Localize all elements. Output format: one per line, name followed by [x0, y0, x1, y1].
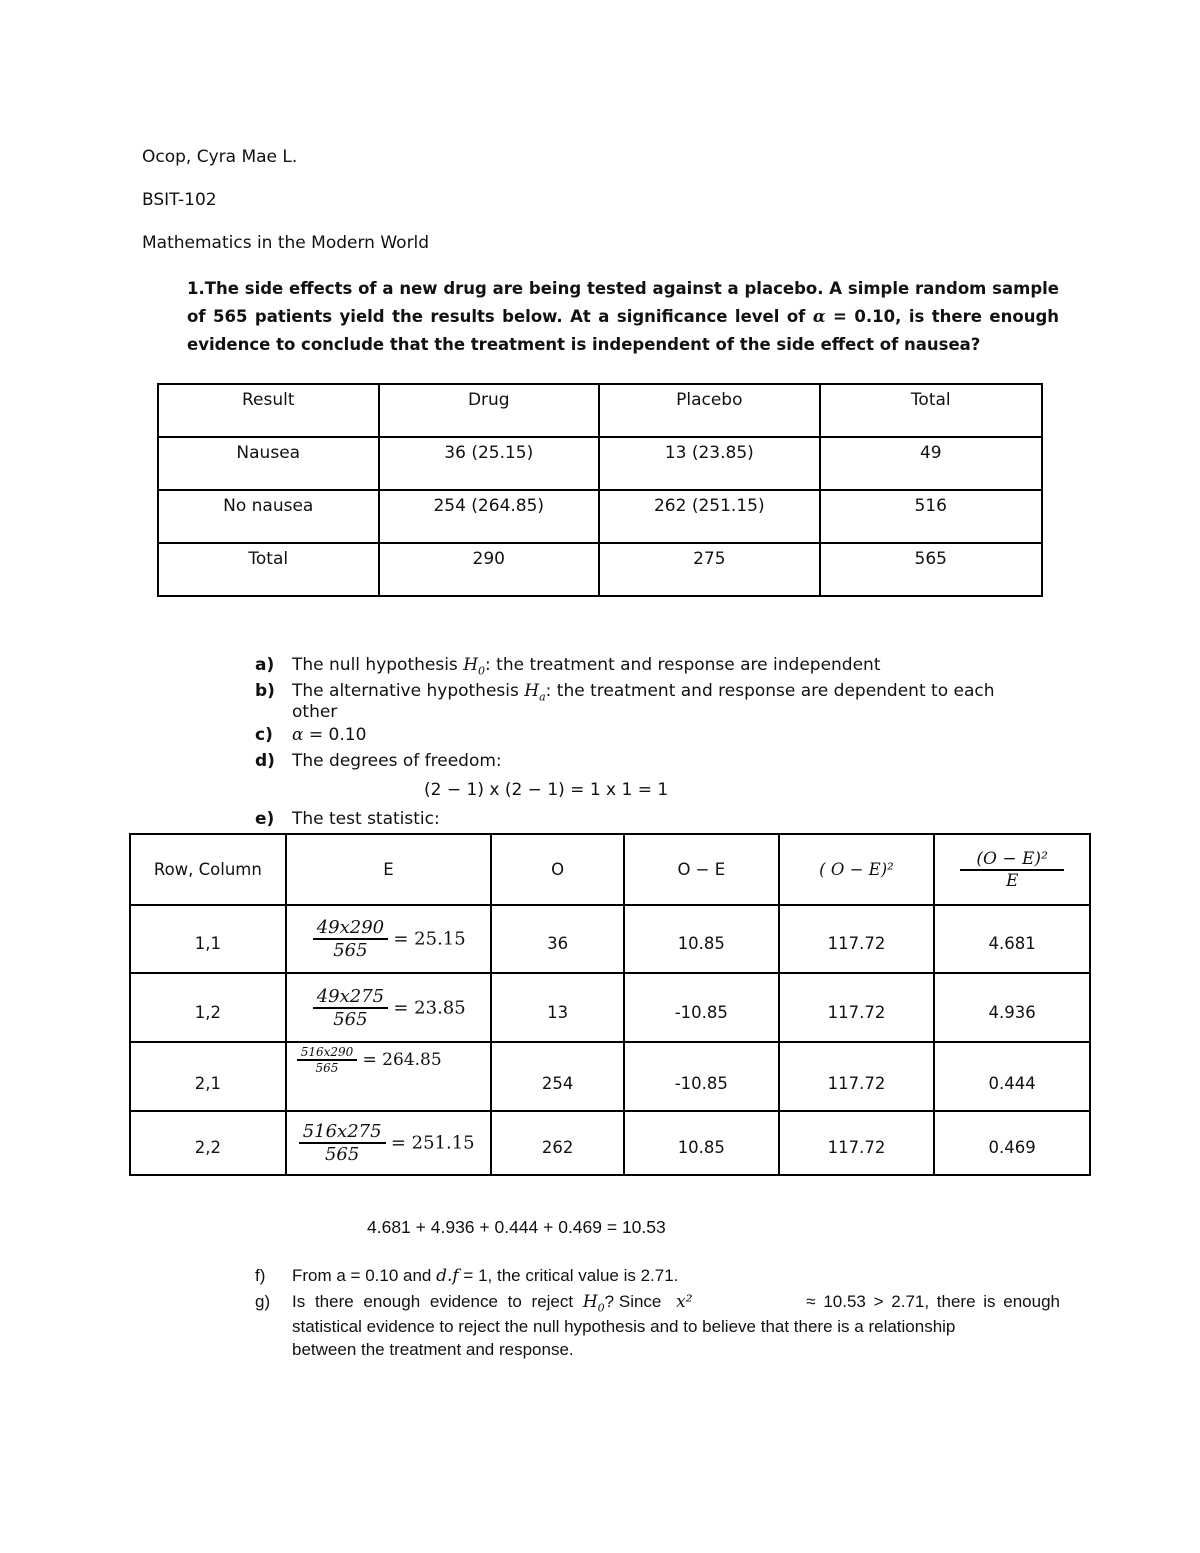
table-row: [158, 490, 1042, 543]
table-cell: 13 (23.85): [599, 437, 820, 490]
table-cell: 262: [491, 1111, 624, 1175]
step-text: The alternative hypothesis: [292, 681, 525, 701]
table-cell: 290: [379, 543, 600, 596]
step-text: : the treatment and response are dependent to each: [545, 681, 995, 701]
table-row: [158, 437, 1042, 490]
observed-table: [157, 383, 1043, 597]
chi-symbol: x²: [676, 1292, 693, 1312]
step-text: The test statistic:: [292, 809, 440, 829]
table-cell: Nausea: [158, 437, 379, 490]
table-cell: 10.85: [624, 905, 779, 973]
step-text: : the treatment and response are independent: [485, 655, 881, 675]
expected-fraction: [313, 986, 388, 1030]
expected-cell: [286, 905, 492, 973]
table-cell: 117.72: [779, 1042, 935, 1111]
header-cell: ( O − E)²: [779, 834, 935, 905]
course-title: Mathematics in the Modern World: [142, 233, 430, 253]
step-g: [255, 1292, 1060, 1360]
question-number: 1.: [187, 279, 205, 298]
expected-fraction: [297, 1045, 358, 1075]
expected-result: = 264.85: [362, 1050, 442, 1070]
step-c: [255, 725, 366, 745]
question-part2: = 0.10, is there enough evidence to conclude that the treatment is independent of the side effect of nausea?: [187, 307, 1060, 354]
step-text: The degrees of freedom:: [292, 751, 502, 771]
table-cell: 4.936: [934, 973, 1090, 1042]
step-text: ? Since: [604, 1292, 667, 1311]
header-cell: Row, Column: [130, 834, 286, 905]
step-f: [255, 1266, 678, 1286]
table-cell: 2,1: [130, 1042, 286, 1111]
expected-cell: [286, 1111, 492, 1175]
table-cell: 36: [491, 905, 624, 973]
h-symbol: H: [463, 655, 479, 675]
table-cell: 4.681: [934, 905, 1090, 973]
step-label: g): [255, 1292, 271, 1311]
table-cell: No nausea: [158, 490, 379, 543]
fraction-numerator: 516x275: [302, 1121, 382, 1142]
step-text: Is there enough evidence to reject: [292, 1292, 583, 1311]
header-cell: E: [286, 834, 492, 905]
step-g-line2: statistical evidence to reject the null hypothesis and to believe that there is a relationship: [292, 1317, 956, 1337]
table-cell: 2,2: [130, 1111, 286, 1175]
step-text: = 0.10: [303, 725, 367, 745]
step-text: The null hypothesis: [292, 655, 464, 675]
step-label: f): [255, 1266, 266, 1285]
alpha-symbol: α: [292, 725, 304, 745]
table-cell: 0.444: [934, 1042, 1090, 1111]
table-row: [130, 1111, 1090, 1175]
table-cell: 516: [820, 490, 1042, 543]
expected-fraction: [299, 1121, 386, 1165]
h-subscript: 0: [478, 664, 486, 678]
h-symbol: H: [582, 1292, 598, 1312]
chi-square-table: [129, 833, 1091, 1176]
question-text: [187, 275, 1059, 359]
table-cell: 1,2: [130, 973, 286, 1042]
h-subscript: 0: [597, 1301, 605, 1315]
header-cell: Result: [158, 384, 379, 437]
table-cell: 565: [820, 543, 1042, 596]
student-name: Ocop, Cyra Mae L.: [142, 147, 298, 167]
expected-result: = 23.85: [393, 997, 466, 1018]
table-row: [130, 905, 1090, 973]
step-text: ≈ 10.53 > 2.71, there is enough: [806, 1292, 1060, 1311]
header-cell: O − E: [624, 834, 779, 905]
table-row: [130, 973, 1090, 1042]
fraction-numerator: 49x275: [316, 985, 385, 1007]
table-row: [130, 1042, 1090, 1111]
question-part1: The side effects of a new drug are being tested against a placebo. A simple random sample of 565 patients yield the results below. At a significance level of: [187, 279, 1059, 326]
alpha-symbol: α: [812, 307, 826, 326]
fraction-denominator: E: [960, 869, 1063, 891]
fraction-numerator: 49x290: [316, 917, 385, 938]
chi-fraction: [960, 849, 1063, 891]
section: BSIT-102: [142, 190, 217, 210]
table-cell: -10.85: [624, 1042, 779, 1111]
step-label: b): [255, 681, 275, 701]
step-b: [255, 681, 995, 703]
header-cell: Total: [820, 384, 1042, 437]
table-cell: 275: [599, 543, 820, 596]
step-text: From a = 0.10 and: [292, 1266, 437, 1285]
fraction-numerator: 516x290: [300, 1045, 354, 1059]
step-d: [255, 751, 502, 771]
header-cell: Drug: [379, 384, 600, 437]
step-g-line3: between the treatment and response.: [292, 1340, 574, 1360]
table-row: [158, 543, 1042, 596]
fraction-denominator: 565: [313, 938, 388, 961]
table-cell: 0.469: [934, 1111, 1090, 1175]
table-cell: 1,1: [130, 905, 286, 973]
header-cell: [934, 834, 1090, 905]
table-cell: 36 (25.15): [379, 437, 600, 490]
expected-fraction: [313, 917, 388, 961]
h-subscript: a: [539, 690, 546, 704]
table-cell: 254: [491, 1042, 624, 1111]
h-symbol: H: [524, 681, 540, 701]
fraction-denominator: 565: [299, 1142, 386, 1165]
table-cell: 254 (264.85): [379, 490, 600, 543]
step-label: e): [255, 809, 275, 829]
table-cell: 262 (251.15): [599, 490, 820, 543]
table-cell: 13: [491, 973, 624, 1042]
step-label: d): [255, 751, 275, 771]
expected-cell: [286, 973, 492, 1042]
fraction-denominator: 565: [313, 1007, 388, 1030]
table-cell: 10.85: [624, 1111, 779, 1175]
step-g-line1: [255, 1292, 1060, 1314]
table-cell: 117.72: [779, 1111, 935, 1175]
step-b-continued: other: [292, 702, 338, 722]
step-label: c): [255, 725, 273, 745]
expected-cell: [286, 1042, 492, 1111]
df-formula: (2 − 1) x (2 − 1) = 1 x 1 = 1: [424, 780, 669, 800]
step-e: [255, 809, 440, 829]
table-cell: 117.72: [779, 905, 935, 973]
step-a: [255, 655, 881, 677]
fraction-denominator: 565: [297, 1059, 358, 1075]
expected-result: = 25.15: [393, 928, 466, 950]
header-cell: Placebo: [599, 384, 820, 437]
chi-square-sum: 4.681 + 4.936 + 0.444 + 0.469 = 10.53: [367, 1217, 666, 1237]
table-cell: 117.72: [779, 973, 935, 1042]
fraction-numerator: (O − E)²: [976, 848, 1048, 869]
table-header-row: [158, 384, 1042, 437]
expected-result: = 251.15: [390, 1132, 475, 1154]
header-cell: O: [491, 834, 624, 905]
table-header-row: [130, 834, 1090, 905]
table-cell: -10.85: [624, 973, 779, 1042]
table-cell: 49: [820, 437, 1042, 490]
table-cell: Total: [158, 543, 379, 596]
df-symbol: d.f: [436, 1266, 459, 1286]
step-label: a): [255, 655, 275, 675]
step-text: = 1, the critical value is 2.71.: [458, 1266, 679, 1285]
